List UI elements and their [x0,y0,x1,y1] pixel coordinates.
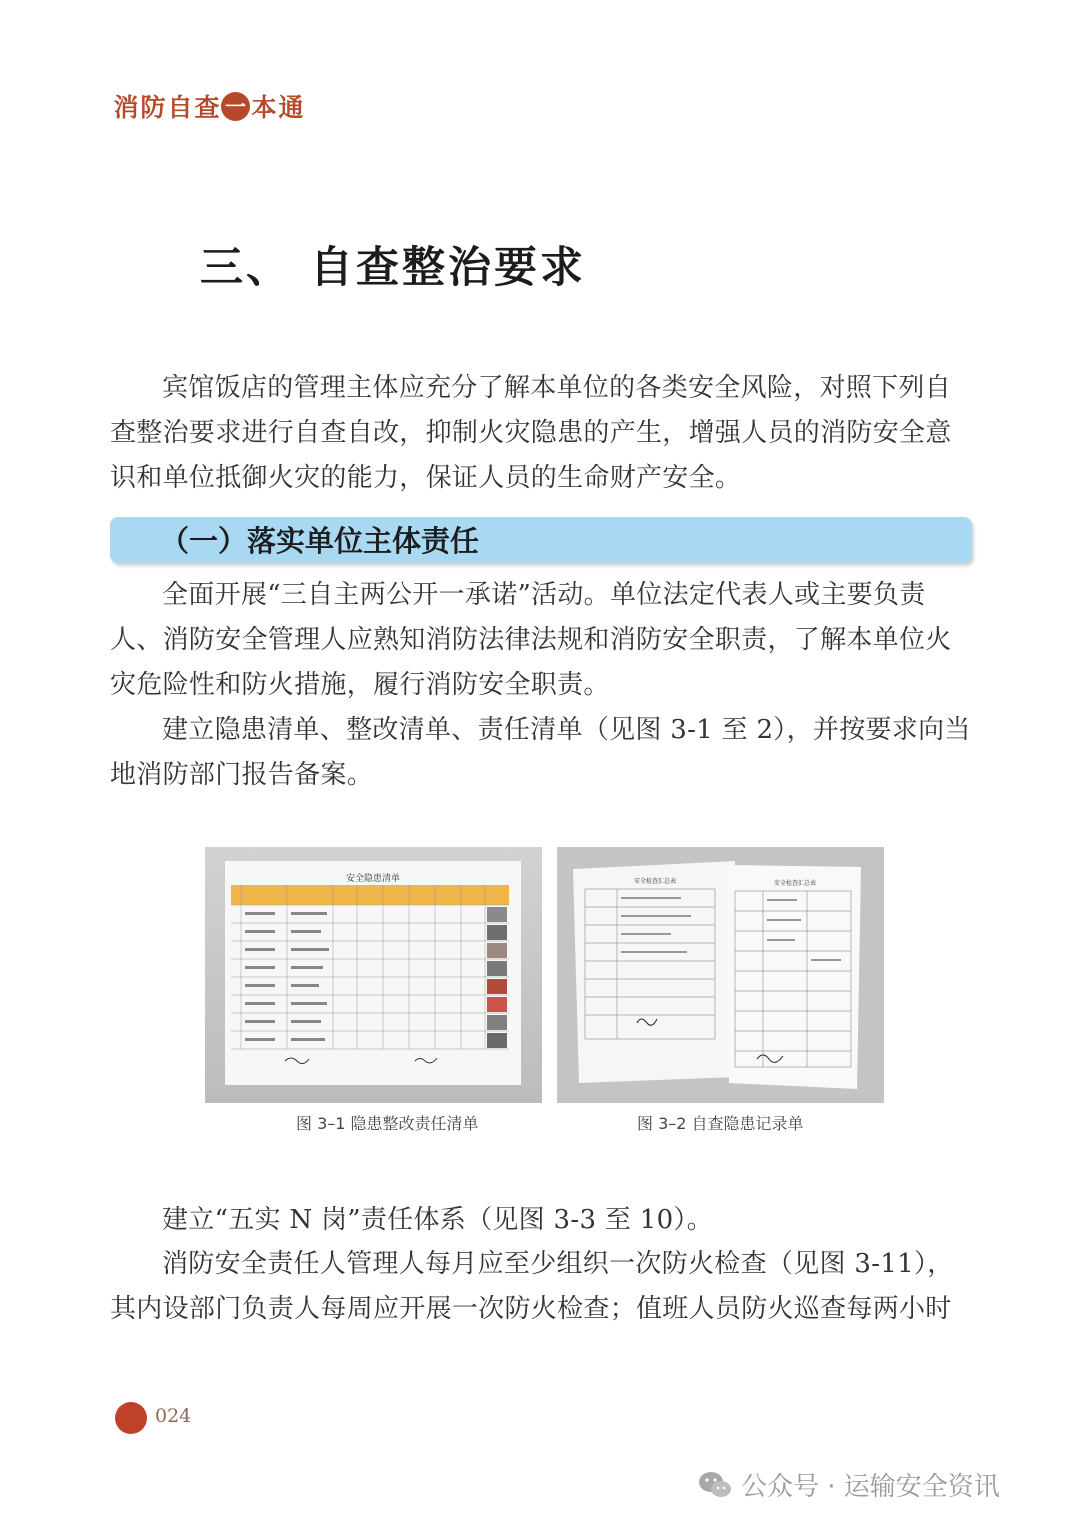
figure-caption-left: 图 3–1 隐患整改责任清单 [296,1114,479,1133]
figure-inspection-record-photo [557,847,884,1103]
hazard-checklist-illustration [205,847,542,1103]
brand-char-circle: 一 [221,92,250,121]
paragraph-responsibility: 全面开展“三自主两公开一承诺”活动。单位法定代表人或主要负责人、消防安全管理人应熟知消防法律法规和消防安全职责，了解本单位火灾危险性和防火措施，履行消防安全职责。 [110,580,952,700]
wechat-icon [697,1470,733,1500]
subsection-title: （一）落实单位主体责任 [160,524,480,558]
watermark [697,1466,1000,1503]
intro-paragraph: 宾馆饭店的管理主体应充分了解本单位的各类安全风险，对照下列自查整治要求进行自查自改，抑制火灾隐患的产生，增强人员的消防安全意识和单位抵御火灾的能力，保证人员的生命财产安全。 [110,373,952,493]
brand-char: 查 [194,93,220,122]
paragraph-checklists: 建立隐患清单、整改清单、责任清单（见图 3-1 至 2），并按要求向当地消防部门报告备案。 [110,715,971,790]
paragraph-fire-inspection: 消防安全责任人管理人每月应至少组织一次防火检查（见图 3-11），其内设部门负责人每周应开展一次防火检查；值班人员防火巡查每两小时 [110,1249,954,1324]
watermark-text: 公众号 · 运输安全资讯 [741,1472,1000,1502]
figure-caption-right: 图 3–2 自查隐患记录单 [637,1114,804,1133]
right-doc-title-a: 安全检查汇总表 [633,878,677,885]
brand-char: 本 [251,93,277,122]
left-doc-title: 安全隐患清单 [345,874,401,884]
brand-char: 消 [113,93,139,122]
brand-char: 防 [140,93,166,122]
paragraph-five-real-system: 建立“五实 N 岗”责任体系（见图 3-3 至 10）。 [162,1205,714,1235]
inspection-record-illustration [557,847,884,1103]
section-title: 三、 自查整治要求 [200,243,586,293]
brand-char: 自 [167,93,193,122]
book-series-logo [113,88,305,124]
brand-char: 通 [278,93,304,122]
page-number: 024 [155,1405,192,1427]
page-marker-circle [115,1402,147,1434]
right-doc-title-b: 安全检查汇总表 [773,880,817,887]
figure-hazard-checklist-photo [205,847,542,1103]
